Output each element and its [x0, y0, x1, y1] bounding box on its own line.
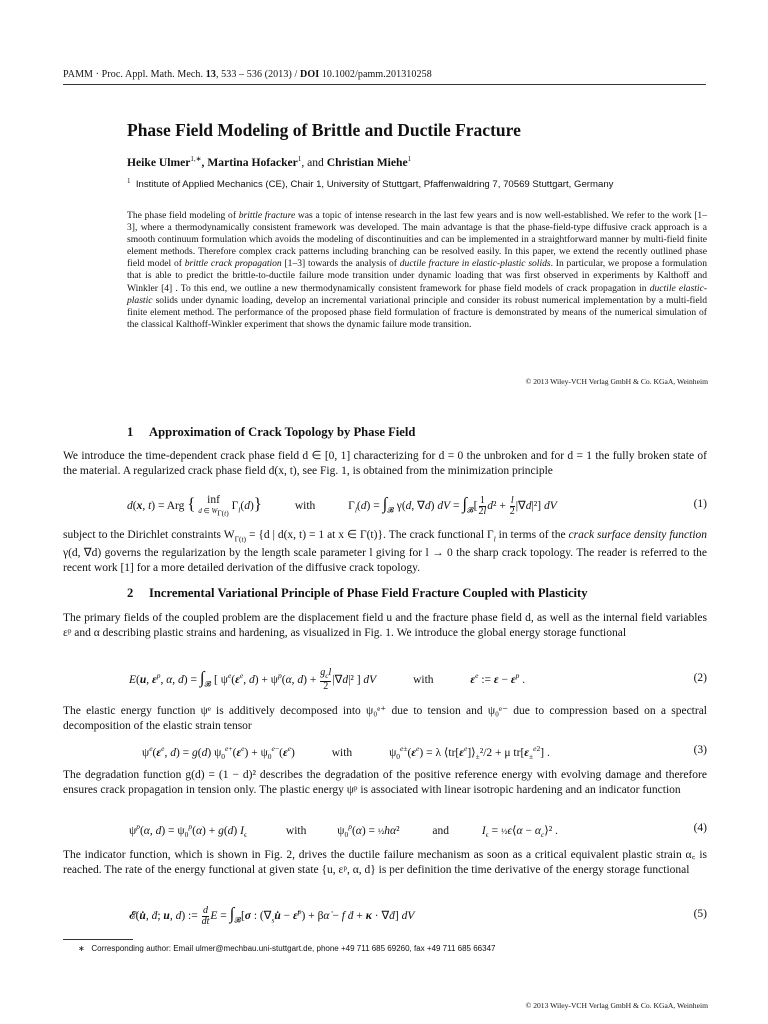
section-1-paragraph-1: We introduce the time-dependent crack phase field d ∈ [0, 1] characterizing for d = 0 the unbroken and for d = 1 the fully broken state of the material. A regularized crack phase field d(x, t), see Fig. 1, is obtained from the minimization principle — [63, 450, 707, 477]
doi-link[interactable]: 10.1002/pamm.201310258 — [321, 69, 432, 80]
equation-5: 𝓔(u̇, ḋ; u, d) := $\frac{d}{dt}$ $E = \int_𝓑[\sigma$ : ($\nabla_su̇$ − ε̇$^p$) + βα̇ − f ḋ + κ · ∇ḋ] dV (5) — [129, 904, 707, 927]
section-2-heading: 2 Incremental Variational Principle of Phase Field Fracture Coupled with Plasticity — [127, 586, 588, 600]
equation-4-number: (4) — [693, 822, 707, 834]
author-2: Martina Hofacker — [207, 155, 298, 169]
footnote — [78, 944, 495, 953]
paper-title: Phase Field Modeling of Brittle and Ductile Fracture — [127, 120, 521, 140]
equation-2-number: (2) — [693, 672, 707, 684]
author-1: Heike Ulmer — [127, 155, 191, 169]
abstract: The phase field modeling of brittle fracture was a topic of intense research in the last few years and is now well-established. We refer to the work [1–3], where a thermodynamically consistent framework was developed. The main advantage is that the phase-field-type diffusive crack approach is a smooth continuum formulation which avoids the modeling of discontinuities and can be implemented in a straightforward manner by multi-field finite element methods. Therefore complex crack patterns including branching can be resolved easily. In this paper, we extend the recently outlined phase field model of brittle crack propagation [1–3] towards the analysis of ductile fracture in elastic-plastic solids. In particular, we propose a formulation that is able to predict the brittle-to-ductile failure mode transition under dynamic loading that was first observed in experiments by Kalthoff and Winkler [4] . To this end, we outline a new thermodynamically consistent framework for phase field models of crack propagation in ductile elastic-plastic solids under dynamic loading, develop an incremental variational principle and consider its robust numerical implementation by a multi-field finite element method. The performance of the proposed phase field formulation of fracture is demonstrated by means of the numerical simulation of the classical Kalthoff-Winkler experiment that shows the dynamic failure mode transition. — [127, 210, 707, 330]
header-rule — [63, 84, 706, 85]
author-and: , and — [301, 155, 324, 169]
equation-4: $\psi^p(\alpha$, $d) = \psi_0^p(\alpha) + g(d)$ $I_\epsilon$ with $\psi_0^p(\alpha)$ = ½hα² and $I_\epsilon$ = ½ϵ⟨α − $\alpha_c⟩^2$ . (4) — [129, 822, 707, 840]
affiliation-mark: 1 — [127, 177, 131, 185]
page-copyright: © 2013 Wiley-VCH Verlag GmbH & Co. KGaA, Weinheim — [525, 1001, 708, 1010]
equation-3-number: (3) — [693, 744, 707, 756]
equation-2: E(u, $\varepsilon^p$, α, $d) = \int_𝓑$ [ $\psi^e(\varepsilon^e$, $d) + \psi^p(\alpha$, d) + $\frac{g_cl}{2}$ |∇d|² ] dV with $\varepsilon^e$ := $\varepsilon - \varepsilon^p$ . (2) — [129, 667, 707, 693]
equation-5-number: (5) — [693, 908, 707, 920]
journal-pages-year: , 533 – 536 (2013) / — [215, 69, 298, 80]
author-list: Heike Ulmer$^{1,∗}$, Martina Hofacker$^1$, and Christian Miehe$^1$ — [127, 155, 412, 169]
abstract-copyright: © 2013 Wiley-VCH Verlag GmbH & Co. KGaA, Weinheim — [525, 377, 708, 386]
section-2-paragraph-1: The primary fields of the coupled problem are the displacement field u and the fracture phase field d, as well as the internal field variables εᵖ and α describing plastic strains and hardening, as visualized in Fig. 1. We introduce the global energy storage functional — [63, 612, 707, 639]
footnote-rule — [63, 939, 133, 940]
equation-1: d(x, t) = Arg { inf d ∈ $W_{\Gamma(t)}$ $\Gamma_l(d)$} with $\Gamma_l(d) = \int_𝓑$ γ(d, ∇d) dV = $\int_𝓑$[ $\frac{1}{2l}$ d² + $\frac{l}{2}$ |∇d|²] dV (1) — [127, 493, 707, 518]
journal-header — [63, 69, 432, 80]
doi-label: DOI — [300, 69, 320, 80]
equation-3: $\psi^e(\varepsilon^e$, d) = g(d) $\psi_0^{e+}(\varepsilon^e) + \psi_0^{e-}(\varepsilon^e)$ with $\psi_0^{e\pm}(\varepsilon^e) = \lambda$ $⟨tr[\varepsilon^e]⟩_\pm^2/2 + \mu$ $tr[\varepsilon_\pm^{e2}]$ . (3) — [142, 744, 707, 762]
footnote-text: Corresponding author: Email ulmer@mechbau.uni-stuttgart.de, phone +49 711 685 69260, fax +49 711 685 66347 — [91, 944, 496, 953]
author-3-sup: 1 — [407, 155, 412, 163]
author-1-sup: 1,∗ — [190, 155, 202, 163]
section-1-heading: 1 Approximation of Crack Topology by Phase Field — [127, 425, 416, 439]
section-1-paragraph-2: subject to the Dirichlet constraints $W_{\Gamma(t)} = \{d$ | d(x, t) = 1 at x ∈ Γ(t)}. The crack functional $\Gamma_l$ in terms of the crack surface density function γ(d, ∇d) governs the regularization by the length scale parameter l giving for l → 0 the sharp crack topology. The reader is referred to the recent work [1] for a more detailed derivation of the diffusive crack topology. — [63, 529, 708, 575]
affiliation-text: Institute of Applied Mechanics (CE), Chair 1, University of Stuttgart, Pfaffenwaldring 7, 70569 Stuttgart, Germany — [135, 179, 614, 191]
journal-volume: 13 — [205, 69, 216, 80]
author-3: Christian Miehe — [326, 155, 408, 169]
equation-1-number: (1) — [693, 498, 707, 510]
section-2-paragraph-2: The elastic energy function ψᵉ is additively decomposed into ψ₀ᵉ⁺ due to tension and ψ₀ᵉ⁻ due to compression based on a spectral decomposition of the elastic strain tensor — [63, 705, 707, 732]
footnote-mark: ∗ — [78, 944, 85, 953]
author-2-sup: 1 — [297, 155, 302, 163]
journal-name: PAMM · Proc. Appl. Math. Mech. — [63, 69, 204, 80]
affiliation — [127, 177, 613, 190]
section-2-paragraph-4: The indicator function, which is shown in Fig. 2, drives the ductile failure mechanism as soon as a critical equivalent plastic strain α꜀ is reached. The rate of the energy functional at given state {u, εᵖ, α, d} is per definition the time derivative of the energy storage functional — [63, 849, 707, 876]
section-2-paragraph-3: The degradation function g(d) = (1 − d)² describes the degradation of the positive reference energy with evolving damage and therefore ensures crack propagation in tension only. The plastic energy ψᵖ is associated with linear isotropic hardening and an indicator function — [63, 769, 707, 796]
